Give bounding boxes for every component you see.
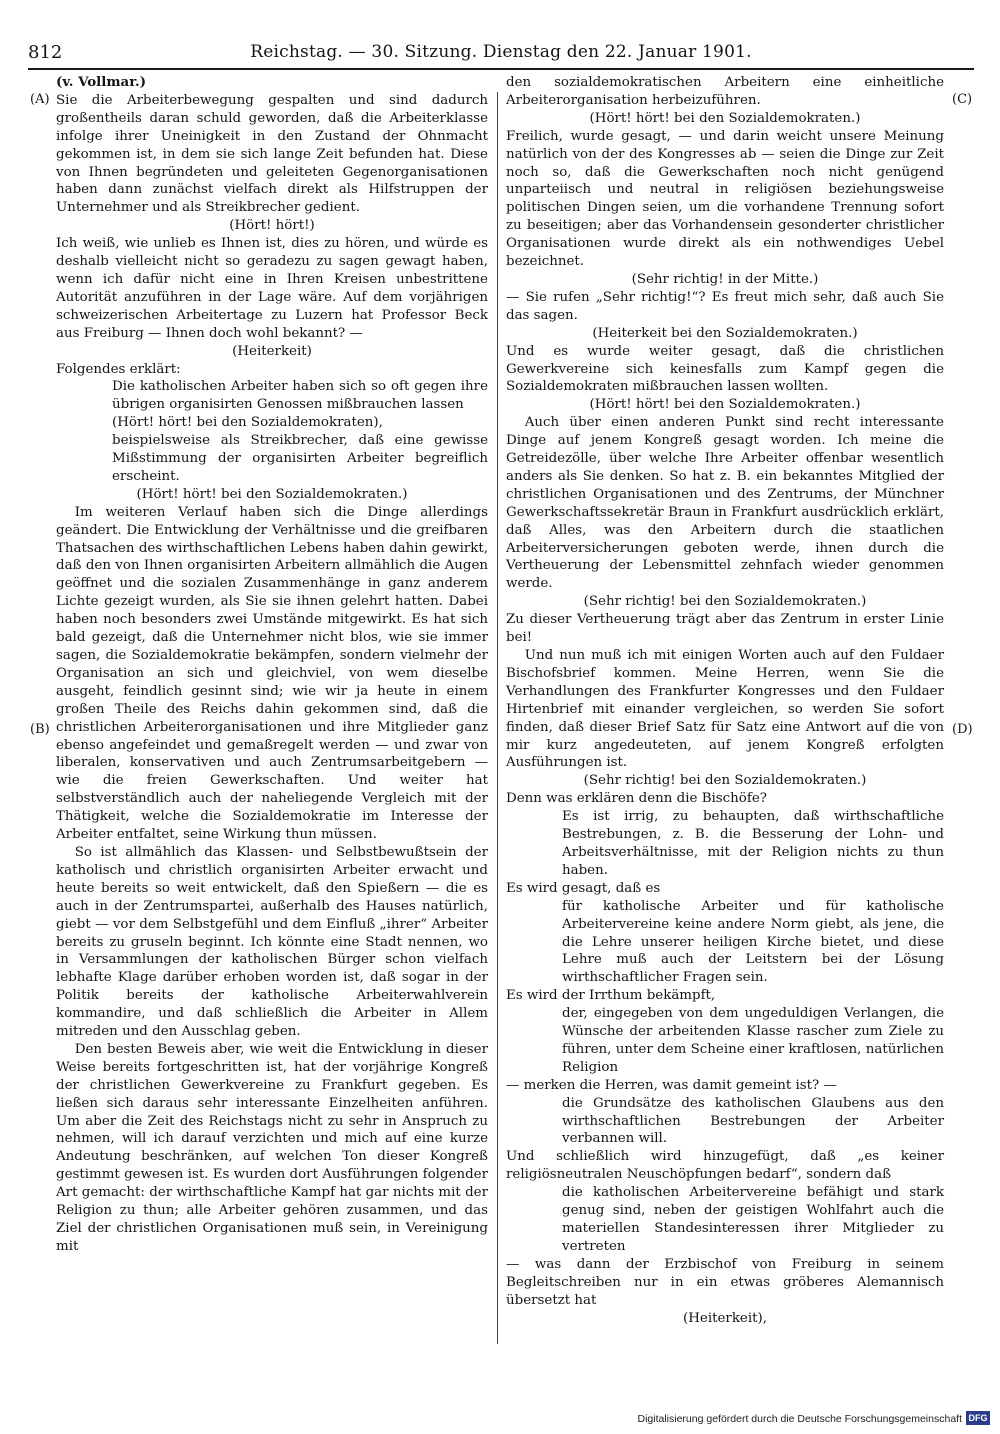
left-interjection: (Hört! hört! bei den Sozialdemokraten.) — [136, 486, 408, 502]
column-divider — [497, 92, 498, 1344]
right-paragraph: Und nun muß ich mit einigen Worten auch auf den Fuldaer Bischofsbrief kommen. Meine Herren, wenn Sie die Verhandlungen des Frankfurter Kongresses und den Fuldaer Hirtenbrief mit einander vergleichen, so werden Sie sofort finden, daß dieser Brief Satz für Satz eine Antwort auf die von mir kurz angedeuteten, auf jenem Kongreß erfolgten Ausführungen ist. — [506, 648, 944, 771]
margin-mark-b: (B) — [30, 722, 50, 737]
right-paragraph: Freilich, wurde gesagt, — und darin weicht unsere Meinung natürlich von der des Kongresses ab — seien die Dinge zur Zeit noch so, daß die Gewerkschaften noch nicht genügend unparteiisch und neutral in religiösen beziehungsweise politischen Dingen seien, um die vorhandene Trennung sofort zu beseitigen; aber das Vorhandensein gesonderter christlicher Organisationen wurde direkt als ein nothwendiges Uebel bezeichnet. — [506, 128, 944, 270]
left-quotation: Die katholischen Arbeiter haben sich so oft gegen ihre übrigen organisirten Genossen mißbrauchen lassen — [112, 379, 488, 413]
left-interjection: (Hört! hört!) — [229, 218, 315, 234]
right-paragraph: den sozialdemokratischen Arbeitern eine einheitliche Arbeiterorganisation herbeizuführen. — [506, 75, 944, 108]
right-interjection: (Sehr richtig! bei den Sozialdemokraten.) — [583, 594, 867, 610]
right-paragraph: Es wird der Irrthum bekämpft, — [506, 988, 716, 1004]
left-paragraph: So ist allmählich das Klassen- und Selbstbewußtsein der katholisch und christlich organisirten Arbeiter erwacht und heute bereits so weit entwickelt, daß den Spießern — die es auch in der Zentrumspartei, außerhalb des Hauses natürlich, giebt — vor dem Selbstgefühl und dem Einfluß „ihrer“ Arbeiter bereits zu gruseln beginnt. Ich könnte eine Stadt nennen, wo in Versammlungen der katholischen Bürger schon vielfach lebhafte Klage darüber erhoben worden ist, daß sogar in der Politik bereits der katholische Arbeiterwahlverein kommandire, und daß schließlich die Arbeiter in Allem mitreden und den Ausschlag geben. — [56, 844, 488, 1040]
right-paragraph: — merken die Herren, was damit gemeint ist? — — [506, 1077, 837, 1093]
left-paragraph: Folgendes erklärt: — [56, 361, 181, 377]
left-column — [56, 74, 488, 1256]
right-interjection: (Hört! hört! bei den Sozialdemokraten.) — [589, 397, 861, 413]
page-header — [28, 40, 974, 66]
header-rule — [28, 68, 974, 70]
right-paragraph: — Sie rufen „Sehr richtig!“? Es freut mich sehr, daß auch Sie das sagen. — [506, 289, 944, 323]
left-paragraph: Im weiteren Verlauf haben sich die Dinge allerdings geändert. Die Entwicklung der Verhältnisse und die greifbaren Thatsachen des wirthschaftlichen Lebens haben dahin gewirkt, daß den von Ihnen organisirten Arbeitern allmählich die Augen geöffnet und die sozialen Zusammenhänge in ganz anderem Lichte gezeigt wurden, als Sie sie ihnen gelehrt hatten. Dabei haben noch besonders zwei Umstände mitgewirkt. Es hat sich bald gezeigt, daß die Unternehmer nicht blos, wie sie immer sagen, die Sozialdemokratie bekämpfen, sondern vielmehr der Organisation an sich und gleichviel, von wem dieselbe ausgeht, feindlich gesinnt sind; wie wir ja heute in einem großen Theile des Reichs dahin gekommen sind, daß die christlichen Arbeiterorganisationen und ihre Mitglieder ganz ebenso angefeindet und gemaßregelt werden — und zwar von liberalen, konservativen und auch Zentrumsarbeitgebern — wie die freien Gewerkschaften. Und weiter hat selbstverständlich auch der naheliegende Vergleich mit der Thätigkeit, welche die Sozialdemokratie im Interesse der Arbeiter entfaltet, seine Wirkung thun müssen. — [56, 504, 488, 843]
right-quotation: die Grundsätze des katholischen Glaubens aus den wirthschaftlichen Bestrebungen der Arbeiter verbannen will. — [562, 1095, 944, 1147]
right-paragraph: Und schließlich wird hinzugefügt, daß „es keiner religiösneutralen Neuschöpfungen bedarf“, sondern daß — [506, 1149, 944, 1183]
left-quotation: (Hört! hört! bei den Sozialdemokraten), — [112, 415, 383, 431]
margin-mark-d: (D) — [952, 722, 973, 737]
speaker-label: (v. Vollmar.) — [56, 74, 147, 90]
running-head: Reichstag. — 30. Sitzung. Dienstag den 22. Januar 1901. — [250, 42, 752, 62]
right-paragraph: Auch über einen anderen Punkt sind recht interessante Dinge auf jenem Kongreß gesagt worden. Ich meine die Getreidezölle, über welche Ihre Arbeiter offenbar wesentlich anders als Sie denken. So hat z. B. ein bekanntes Mitglied der christlichen Organisationen und des Zentrums, der Münchner Gewerkschaftssekretär Braun in Frankfurt ausdrücklich erklärt, daß Alles, was den Arbeitern durch die staatlichen Arbeiterversicherungen geboten werde, ihnen durch die Vertheuerung der Lebensmittel zehnfach wieder genommen werde. — [506, 415, 944, 592]
right-interjection: (Heiterkeit bei den Sozialdemokraten.) — [592, 325, 858, 341]
right-column — [506, 74, 944, 1327]
right-interjection: (Sehr richtig! in der Mitte.) — [631, 271, 819, 287]
right-paragraph: Denn was erklären denn die Bischöfe? — [506, 791, 767, 807]
right-paragraph: Und es wurde weiter gesagt, daß die christlichen Gewerkvereine sich keinesfalls zum Kampf gegen die Sozialdemokraten mißbrauchen lassen wollten. — [506, 343, 944, 395]
right-quotation: die katholischen Arbeitervereine befähigt und stark genug sind, neben der geistigen Wohlfahrt auch die materiellen Standesinteressen ihrer Mitglieder zu vertreten — [562, 1185, 944, 1254]
margin-mark-c: (C) — [952, 92, 973, 107]
dfg-logo: DFG — [966, 1411, 990, 1425]
left-quotation: beispielsweise als Streikbrecher, daß eine gewisse Mißstimmung der organisirten Arbeiter begreiflich erscheint. — [112, 433, 488, 484]
right-interjection: (Hört! hört! bei den Sozialdemokraten.) — [589, 110, 861, 126]
left-paragraph: Den besten Beweis aber, wie weit die Entwicklung in dieser Weise bereits fortgeschritten ist, hat der vorjährige Kongreß der christlichen Gewerkvereine zu Frankfurt gegeben. Es ließen sich daraus sehr interessante Einzelheiten anführen. Um aber die Zeit des Reichstags nicht zu sehr in Anspruch zu nehmen, will ich darauf verzichten und mich auf eine kurze Andeutung beschränken, auf welchen Ton dieser Kongreß gestimmt gewesen ist. Es wurden dort Ausführungen folgender Art gemacht: der wirthschaftliche Kampf hat gar nichts mit der Religion zu thun; alle Arbeiter gehören zusammen, und das Ziel der christlichen Organisationen muß sein, in Vereinigung mit — [56, 1041, 488, 1254]
right-quotation: Es ist irrig, zu behaupten, daß wirthschaftliche Bestrebungen, z. B. die Besserung der Lohn- und Arbeitsverhältnisse, mit der Religion nichts zu thun haben. — [562, 809, 944, 878]
right-paragraph: — was dann der Erzbischof von Freiburg in seinem Begleitschreiben nur in ein etwas gröberes Alemannisch übersetzt hat — [506, 1256, 944, 1308]
left-interjection: (Heiterkeit) — [232, 343, 312, 359]
digitization-note: Digitalisierung gefördert durch die Deutsche Forschungsgemeinschaft — [637, 1413, 962, 1425]
left-paragraph: Ich weiß, wie unlieb es Ihnen ist, dies zu hören, und würde es deshalb vielleicht nicht so geradezu zu sagen gewagt haben, wenn ich dafür nicht eine in Ihren Kreisen unbestrittene Autorität anzuführen in der Lage wäre. Auf dem vorjährigen schweizerischen Arbeitertage zu Luzern hat Professor Beck aus Freiburg — Ihnen doch wohl bekannt? — — [56, 236, 488, 341]
right-interjection: (Sehr richtig! bei den Sozialdemokraten.) — [583, 773, 867, 789]
right-paragraph: Zu dieser Vertheuerung trägt aber das Zentrum in erster Linie bei! — [506, 612, 944, 646]
page-number: 812 — [28, 42, 63, 63]
right-quotation: für katholische Arbeiter und für katholische Arbeitervereine keine andere Norm giebt, als jene, die die Lehre unserer heiligen Kirche bietet, und diese Lehre muß auch der Leitstern bei der Lösung wirthschaftlicher Fragen sein. — [562, 898, 944, 986]
left-paragraph: Sie die Arbeiterbewegung gespalten und sind dadurch großentheils daran schuld geworden, daß die Arbeiterklasse infolge ihrer Uneinigkeit in den Zustand der Ohnmacht gekommen ist, in dem sie sich lange Zeit befunden hat. Diese von Ihnen begründeten und geleiteten Gegenorganisationen haben dann zunächst vielfach direkt als Hilfstruppen der Unternehmer und als Streikbrecher gedient. — [56, 92, 488, 216]
right-interjection: (Heiterkeit), — [683, 1310, 767, 1326]
right-paragraph: Es wird gesagt, daß es — [506, 880, 661, 896]
margin-mark-a: (A) — [30, 92, 50, 107]
right-quotation: der, eingegeben von dem ungeduldigen Verlangen, die Wünsche der arbeitenden Klasse rascher zum Ziele zu führen, unter dem Scheine einer kraftlosen, natürlichen Religion — [562, 1006, 944, 1075]
